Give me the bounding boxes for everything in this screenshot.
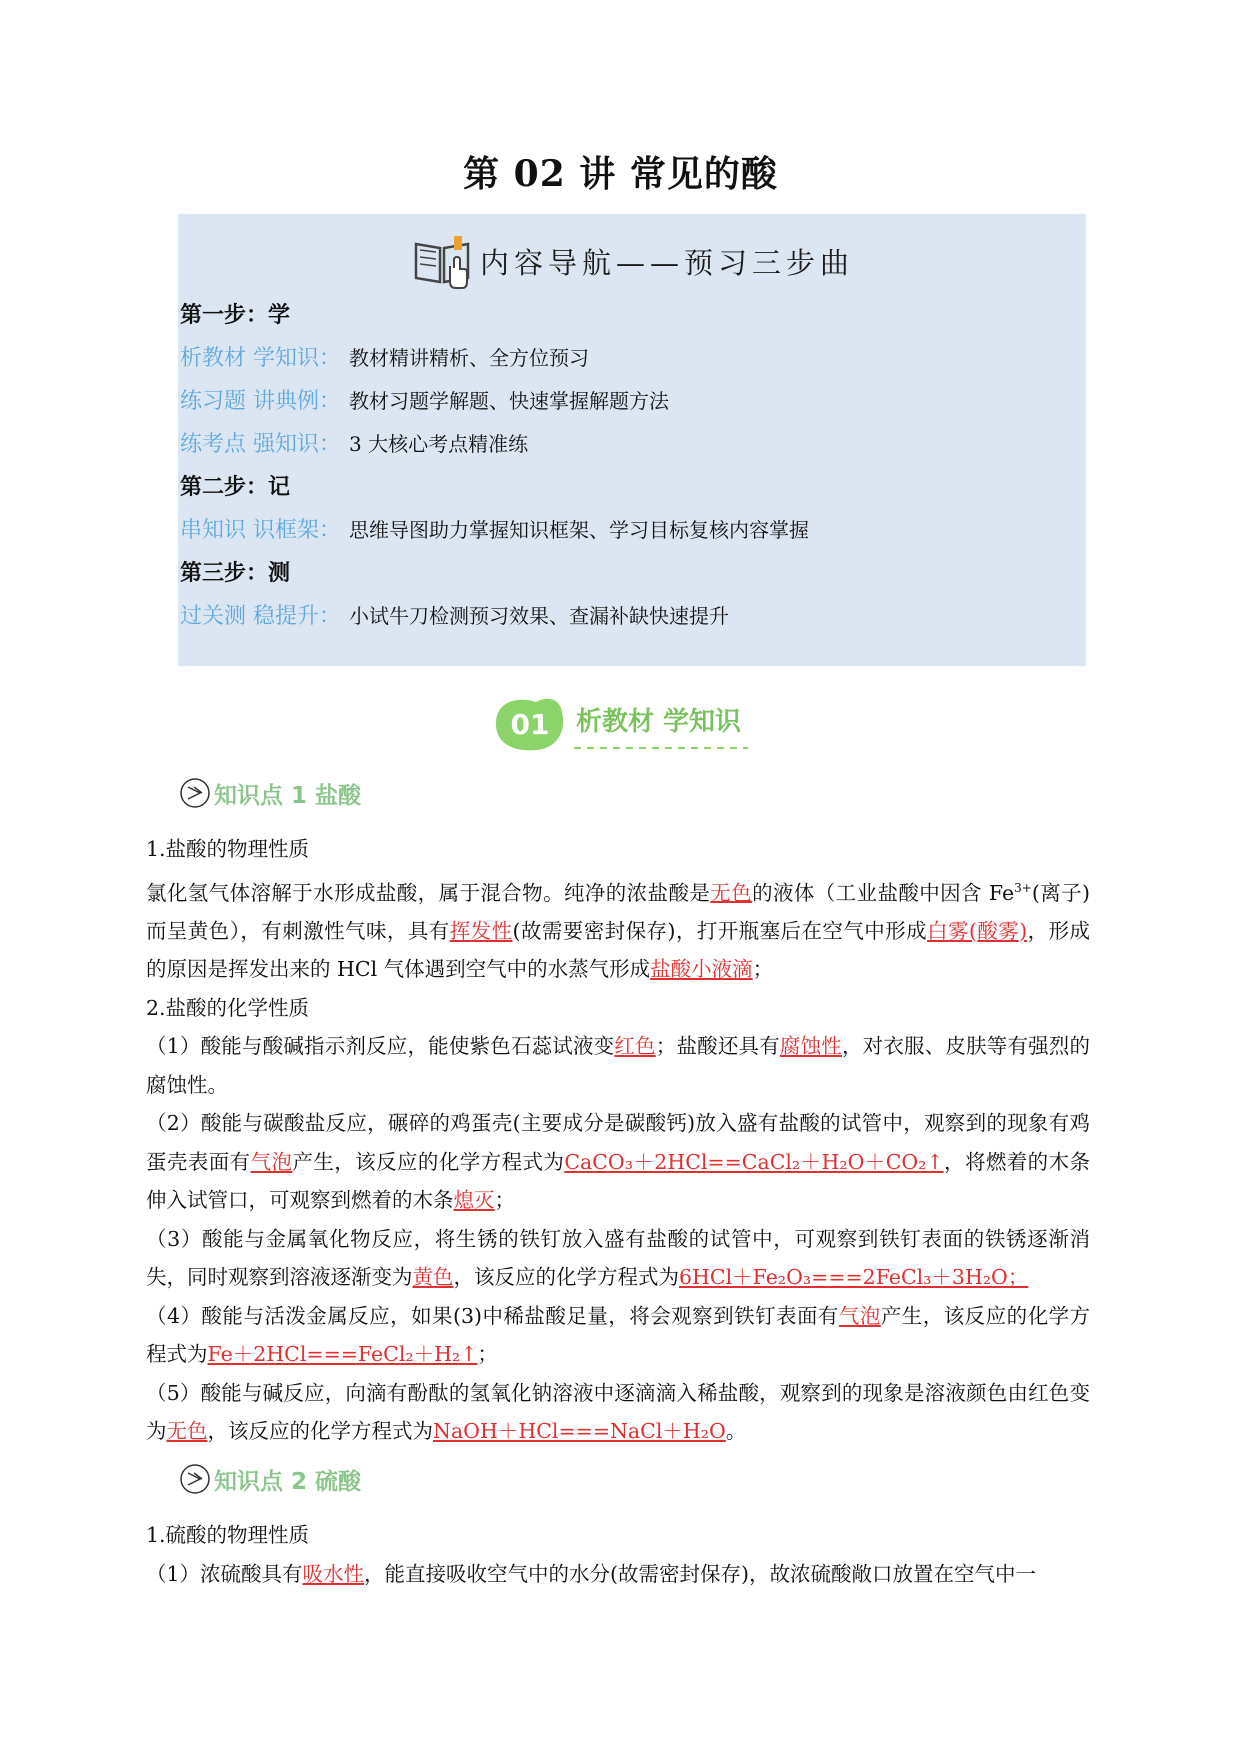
equation-answer: NaOH＋HCl===NaCl＋H₂O: [433, 1419, 726, 1444]
kp1-item-2: （2）酸能与碳酸盐反应，碾碎的鸡蛋壳(主要成分是碳酸钙)放入盛有盐酸的试管中，观察到的现象有鸡蛋壳表面有气泡产生，该反应的化学方程式为CaCO₃＋2HCl==CaCl₂＋H₂O＋CO₂↑，将燃着的木条伸入试管口，可观察到燃着的木条熄灭；: [146, 1111, 1091, 1213]
answer-blank: 腐蚀性: [779, 1034, 842, 1059]
kp1-item-1: （1）酸能与酸碱指示剂反应，能使紫色石蕊试液变红色；盐酸还具有腐蚀性，对衣服、皮肤等有强烈的腐蚀性。: [146, 1034, 1091, 1097]
kp1-body: [146, 830, 1090, 1451]
nav-item: [180, 593, 809, 636]
kp2-body: [146, 1516, 1090, 1593]
nav-item: [180, 507, 809, 550]
answer-blank: 无色: [166, 1419, 208, 1444]
nav-header: [178, 230, 1086, 292]
kp1-item-5: （5）酸能与碱反应，向滴有酚酞的氢氧化钠溶液中逐滴滴入稀盐酸，观察到的现象是溶液颜色由红色变为无色，该反应的化学方程式为NaOH＋HCl===NaCl＋H₂O。: [146, 1380, 1090, 1444]
kp2-item-1: （1）浓硫酸具有吸水性，能直接吸收空气中的水分(故需密封保存)，故浓硫酸敞口放置在空气中一: [146, 1561, 1037, 1586]
equation-answer: CaCO₃＋2HCl==CaCl₂＋H₂O＋CO₂↑: [564, 1149, 944, 1174]
nav-item-desc: 小试牛刀检测预习效果、查漏补缺快速提升: [349, 604, 729, 628]
section-badge: [0, 692, 1241, 756]
kp1-physical-paragraph: 氯化氢气体溶解于水形成盐酸，属于混合物。纯净的浓盐酸是无色的液体（工业盐酸中因含 $Fe^{3+}$(离子)而呈黄色），有刺激性气味，具有挥发性(故需要密封保存)，打开瓶塞后在空气中形成白雾(酸雾)，形成的原因是挥发出来的 HCl 气体遇到空气中的水蒸气形成盐酸小液滴；: [146, 880, 1091, 982]
nav-item-desc: 教材习题学解题、快速掌握解题方法: [349, 389, 669, 413]
kp1-item-4: （4）酸能与活泼金属反应，如果(3)中稀盐酸足量，将会观察到铁钉表面有气泡产生，该反应的化学方程式为Fe＋2HCl===FeCl₂＋H₂↑；: [146, 1303, 1091, 1367]
answer-blank: 白雾(酸雾): [927, 918, 1028, 943]
answer-blank: 盐酸小液滴: [650, 957, 753, 982]
nav-item-keyword: 过关测 稳提升：: [180, 604, 341, 629]
nav-lines: [180, 292, 809, 636]
kp1-subheading-chemical: 2.盐酸的化学性质: [146, 995, 310, 1020]
kp1-item-3: （3）酸能与金属氧化物反应，将生锈的铁钉放入盛有盐酸的试管中，可观察到铁钉表面的铁锈逐渐消失，同时观察到溶液逐渐变为黄色，该反应的化学方程式为6HCl＋Fe₂O₃===2FeCl₃＋3H₂O；: [146, 1226, 1090, 1290]
section-number: 01: [510, 708, 549, 741]
kp2-subheading-physical: 1.硫酸的物理性质: [146, 1523, 310, 1547]
knowledge-point-1-heading: [178, 776, 361, 810]
section-title: 析教材 学知识: [575, 707, 741, 737]
nav-item: [180, 421, 809, 464]
answer-blank: 吸水性: [302, 1561, 365, 1586]
equation-answer: 6HCl＋Fe₂O₃===2FeCl₃＋3H₂O；: [679, 1265, 1029, 1290]
content-navigation-box: [178, 214, 1086, 666]
kp1-subheading-physical: 1.盐酸的物理性质: [146, 837, 310, 861]
nav-item-keyword: 练考点 强知识：: [180, 432, 341, 457]
nav-item: [180, 335, 809, 378]
step-2-label: 第二步：记: [180, 474, 291, 500]
step-3-label: 第三步：测: [180, 560, 291, 586]
answer-blank: 黄色: [412, 1265, 454, 1290]
nav-item-keyword: 析教材 学知识：: [180, 346, 341, 371]
kp2-title: 知识点 2 硫酸: [214, 1468, 362, 1495]
kp1-title: 知识点 1 盐酸: [214, 782, 362, 809]
answer-blank: 红色: [614, 1034, 656, 1059]
nav-item-keyword: 练习题 讲典例：: [180, 389, 341, 414]
equation-answer: Fe＋2HCl===FeCl₂＋H₂↑: [207, 1342, 478, 1367]
nav-item-desc: 教材精讲精析、全方位预习: [349, 346, 589, 370]
arrow-circle-icon: [178, 776, 212, 810]
step-1-label: 第一步：学: [180, 302, 291, 328]
page-title: 第 02 讲 常见的酸: [463, 153, 778, 195]
answer-blank: 气泡: [838, 1303, 881, 1328]
answer-blank: 熄灭: [453, 1188, 495, 1213]
knowledge-point-2-heading: [178, 1462, 361, 1496]
nav-item: [180, 378, 809, 421]
answer-blank: 气泡: [250, 1149, 293, 1174]
nav-item-keyword: 串知识 识框架：: [180, 518, 341, 543]
book-pointer-icon: [410, 230, 474, 292]
section-badge-graphic: [486, 692, 756, 756]
nav-item-desc: 3 大核心考点精准练: [349, 432, 529, 456]
arrow-circle-icon: [178, 1462, 212, 1496]
nav-header-text: 内容导航——预习三步曲: [479, 245, 854, 280]
nav-item-desc: 思维导图助力掌握知识框架、学习目标复核内容掌握: [349, 518, 809, 542]
answer-blank: 挥发性: [449, 918, 513, 943]
answer-blank: 无色: [710, 880, 753, 905]
